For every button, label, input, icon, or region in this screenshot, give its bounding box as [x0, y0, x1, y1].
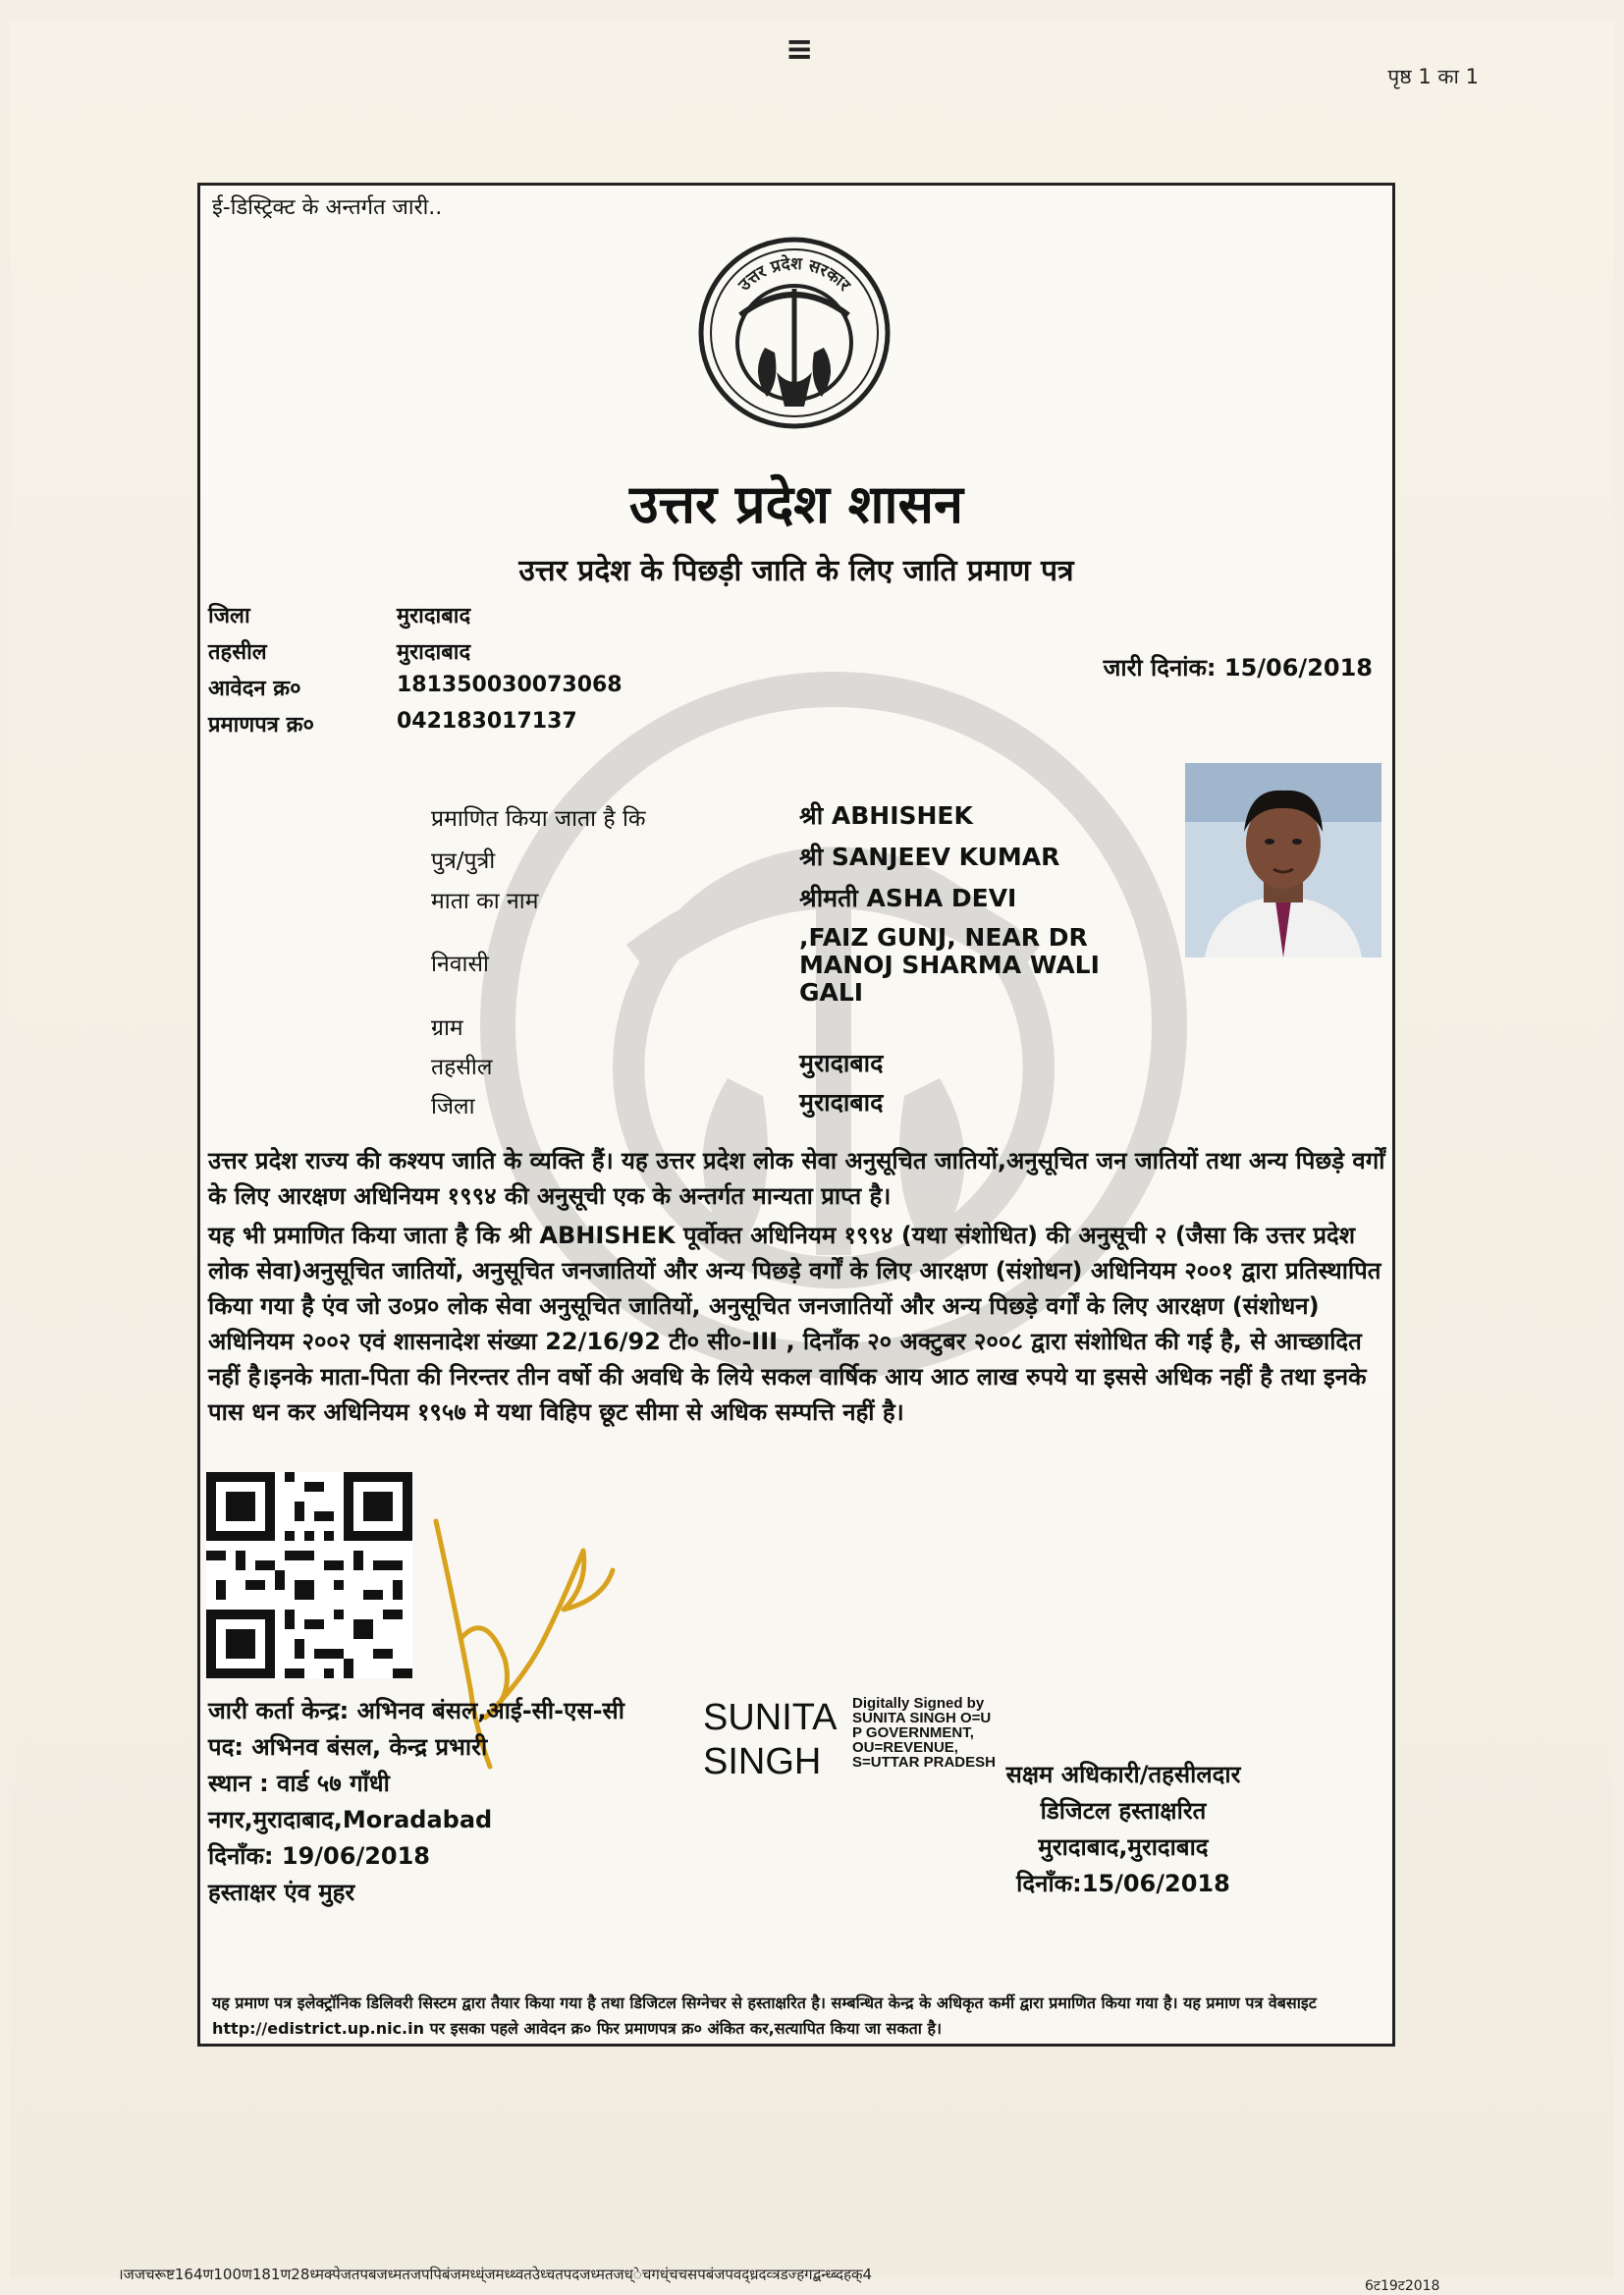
issuer-location: स्थान : वार्ड ५७ गाँधी	[208, 1770, 390, 1797]
certified-label: प्रमाणित किया जाता है कि	[431, 806, 646, 832]
digital-signature-name-line2: SINGH	[703, 1741, 822, 1782]
bottom-url-strip: ।जजचरूष्ट164ण100ण181ण28ध्मक्पेजतपबजध्मतजपपिबंजमध्ध्ंजमध्थ्वतउेध्चतपदजध्मतजध्ेचगध्ंचचसपबंजपवद्ध्रदव्त्रडज्हगद्बन्ध्ब्दहक्4	[118, 2266, 873, 2283]
district-label: जिला	[208, 604, 250, 628]
person-district-label: जिला	[431, 1094, 475, 1120]
page-reference: पृष्ठ 1 का 1	[1387, 65, 1479, 88]
issuer-signature-seal-label: हस्ताक्षर एंव मुहर	[208, 1879, 355, 1906]
verification-footer-note: यह प्रमाण पत्र इलेक्ट्रॉनिक डिलिवरी सिस्टम द्वारा तैयार किया गया है तथा डिजिटल सिग्नेचर से हस्ताक्षरित है। सम्बन्धित केन्द्र के अधिकृत कर्मी द्वारा प्रमाणित किया गया है। यह प्रमाण पत्र वेबसाइट http://edistrict.up.nic.in पर इसका पहले आवेदन क्र० फिर प्रमाणपत्र क्र० अंकित कर,सत्यापित किया जा सकता है।	[212, 1994, 1317, 2038]
certified-name: श्री ABHISHEK	[799, 801, 973, 830]
certification-paragraph: यह भी प्रमाणित किया जाता है कि श्री ABHISHEK पूर्वोक्त अधिनियम १९९४ (यथा संशोधित) की अनुसूची २ (जैसा कि उत्तर प्रदेश लोक सेवा)अनुसूचित जातियों, अनुसूचित जनजातियों और अन्य पिछड़े वर्गों के लिए आरक्षण (संशोधन) अधिनियम २००१ द्वारा प्रतिस्थापित किया गया है एंव जो उ०प्र० लोक सेवा अनुसूचित जातियों, अनुसूचित जनजातियों और अन्य पिछड़े वर्गों के लिए आरक्षण (संशोधन) अधिनियम २००२ एवं शासनादेश संख्या 22/16/92 टी० सी०-III , दिनाँक २० अक्टुबर २००८ द्वारा संशोधित की गई है, से आच्छादित नहीं है।इनके माता-पिता की निरन्तर तीन वर्षो की अवधि के लिये सकल वार्षिक आय आठ लाख रुपये या इससे अधिक नहीं है तथा इनके पास धन कर अधिनियम १९५७ मे यथा विहिप छूट सीमा से अधिक सम्पत्ति नहीं है।	[208, 1222, 1381, 1426]
top-mark: ≡	[785, 29, 812, 69]
digital-signature-detail: P GOVERNMENT,	[852, 1724, 974, 1741]
digital-signature-name-line1: SUNITA	[703, 1697, 838, 1738]
officer-digital-signed: डिजिटल हस्ताक्षरित	[1040, 1797, 1207, 1825]
digital-signature-name	[703, 1696, 838, 1784]
issuing-centre-block	[208, 1693, 624, 1911]
issuer-designation: पद: अभिनव बंसल, केन्द्र प्रभारी	[208, 1733, 488, 1761]
certificate-number: 042183017137	[397, 709, 577, 734]
digital-signature-detail: S=UTTAR PRADESH	[852, 1754, 996, 1771]
qr-code	[206, 1472, 412, 1678]
officer-location: मुरादाबाद,मुरादाबाद	[1038, 1833, 1209, 1861]
parent-name: श्री SANJEEV KUMAR	[799, 843, 1060, 871]
issuer-date: दिनाँक: 19/06/2018	[208, 1842, 431, 1870]
issue-date: जारी दिनांक: 15/06/2018	[1103, 654, 1373, 682]
digital-signature-detail: OU=REVENUE,	[852, 1739, 958, 1756]
person-tehsil-label: तहसील	[431, 1055, 493, 1080]
competent-officer-block	[976, 1757, 1271, 1902]
issuing-centre: जारी कर्ता केन्द्र: अभिनव बंसल,आई-सी-एस-सी	[208, 1697, 624, 1724]
applicant-photo	[1185, 763, 1381, 957]
district-value: मुरादाबाद	[397, 604, 471, 628]
up-government-emblem	[696, 235, 893, 431]
officer-title: सक्षम अधिकारी/तहसीलदार	[1005, 1761, 1241, 1788]
bottom-date-code: 6ट19ट2018	[1365, 2278, 1440, 2294]
mother-label: माता का नाम	[431, 889, 539, 914]
village-label: ग्राम	[431, 1015, 463, 1041]
officer-date: दिनाँक:15/06/2018	[1016, 1870, 1230, 1897]
caste-paragraph: उत्तर प्रदेश राज्य की कश्यप जाति के व्यक्ति हैं। यह उत्तर प्रदेश लोक सेवा अनुसूचित जातियों,अनुसूचित जन जातियों तथा अन्य पिछड़े वर्गों के लिए आरक्षण अधिनियम १९९४ की अनुसूची एक के अन्तर्गत मान्यता प्राप्त है।	[208, 1147, 1385, 1210]
mother-name: श्रीमती ASHA DEVI	[799, 884, 1017, 912]
application-number: 181350030073068	[397, 673, 623, 697]
digital-signature-detail: SUNITA SINGH O=U	[852, 1710, 992, 1726]
application-number-label: आवेदन क्र०	[208, 677, 301, 701]
person-tehsil-value: मुरादाबाद	[799, 1049, 884, 1077]
parent-label: पुत्र/पुत्री	[431, 848, 496, 874]
certificate-frame	[197, 183, 1395, 2047]
certificate-title: उत्तर प्रदेश के पिछड़ी जाति के लिए जाति प्रमाण पत्र	[518, 554, 1074, 588]
person-district-value: मुरादाबाद	[799, 1088, 884, 1117]
tehsil-label: तहसील	[208, 640, 267, 665]
header-note: ई-डिस्ट्रिक्ट के अन्तर्गत जारी..	[212, 195, 443, 220]
digital-signature-details	[852, 1696, 996, 1770]
tehsil-value: मुरादाबाद	[397, 640, 471, 665]
government-title: उत्तर प्रदेश शासन	[629, 473, 963, 535]
certificate-number-label: प्रमाणपत्र क्र०	[208, 713, 314, 738]
resident-address: ,FAIZ GUNJ, NEAR DR MANOJ SHARMA WALI GALI	[799, 923, 1100, 1007]
emblem-text: उत्तर प्रदेश सरकार	[734, 253, 854, 296]
resident-label: निवासी	[431, 952, 489, 977]
issuer-city: नगर,मुरादाबाद,Moradabad	[208, 1806, 493, 1833]
digital-signature-detail: Digitally Signed by	[852, 1695, 985, 1712]
